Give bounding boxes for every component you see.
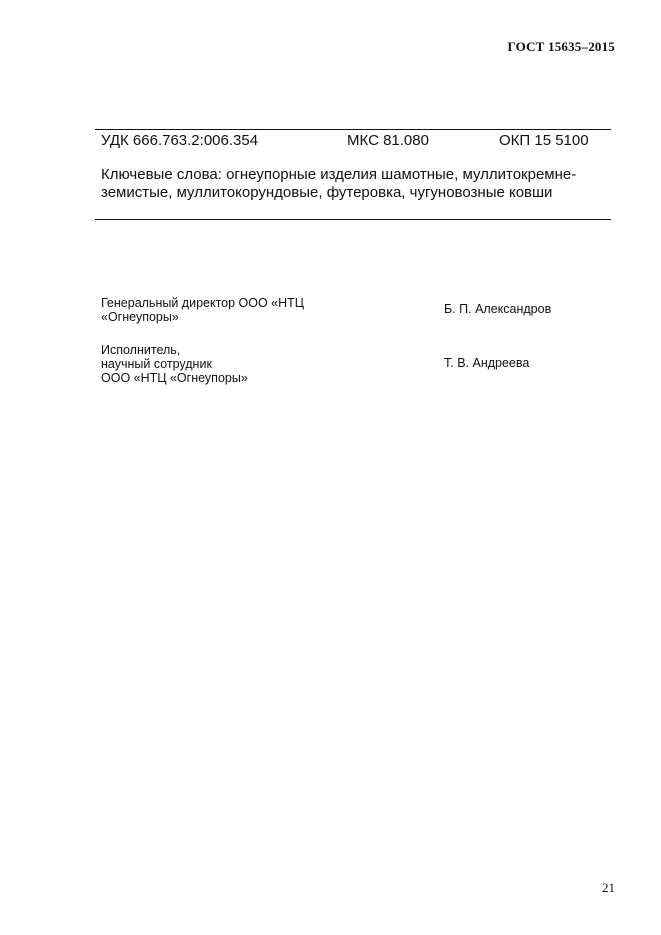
keywords-line: земистые, муллитокорундовые, футеровка, чугуновозные ковши (101, 184, 553, 201)
signatory-role-line: ООО «НТЦ «Огнеупоры» (101, 371, 248, 385)
keywords-line: Ключевые слова: огнеупорные изделия шамотные, муллитокремне- (101, 166, 577, 183)
signatory-role-line: Исполнитель, (101, 343, 181, 357)
signatory-name: Б. П. Александров (444, 302, 552, 316)
bottom-divider (95, 219, 611, 220)
signatory-role (101, 296, 304, 324)
standard-code: ГОСТ 15635–2015 (507, 39, 615, 54)
classification-row (101, 132, 601, 150)
udk-code: УДК 666.763.2:006.354 (101, 132, 259, 149)
signatory-name: Т. В. Андреева (444, 356, 530, 370)
page-number: 21 (602, 880, 615, 895)
signatory-role (101, 343, 248, 385)
signatory-role-line: Генеральный директор ООО «НТЦ (101, 296, 305, 310)
okp-code: ОКП 15 5100 (499, 132, 589, 149)
signatory-role-line: научный сотрудник (101, 357, 212, 371)
keywords-block (101, 166, 607, 202)
top-divider (95, 129, 611, 130)
mks-code: МКС 81.080 (347, 132, 429, 149)
signatory-role-line: «Огнеупоры» (101, 310, 179, 324)
